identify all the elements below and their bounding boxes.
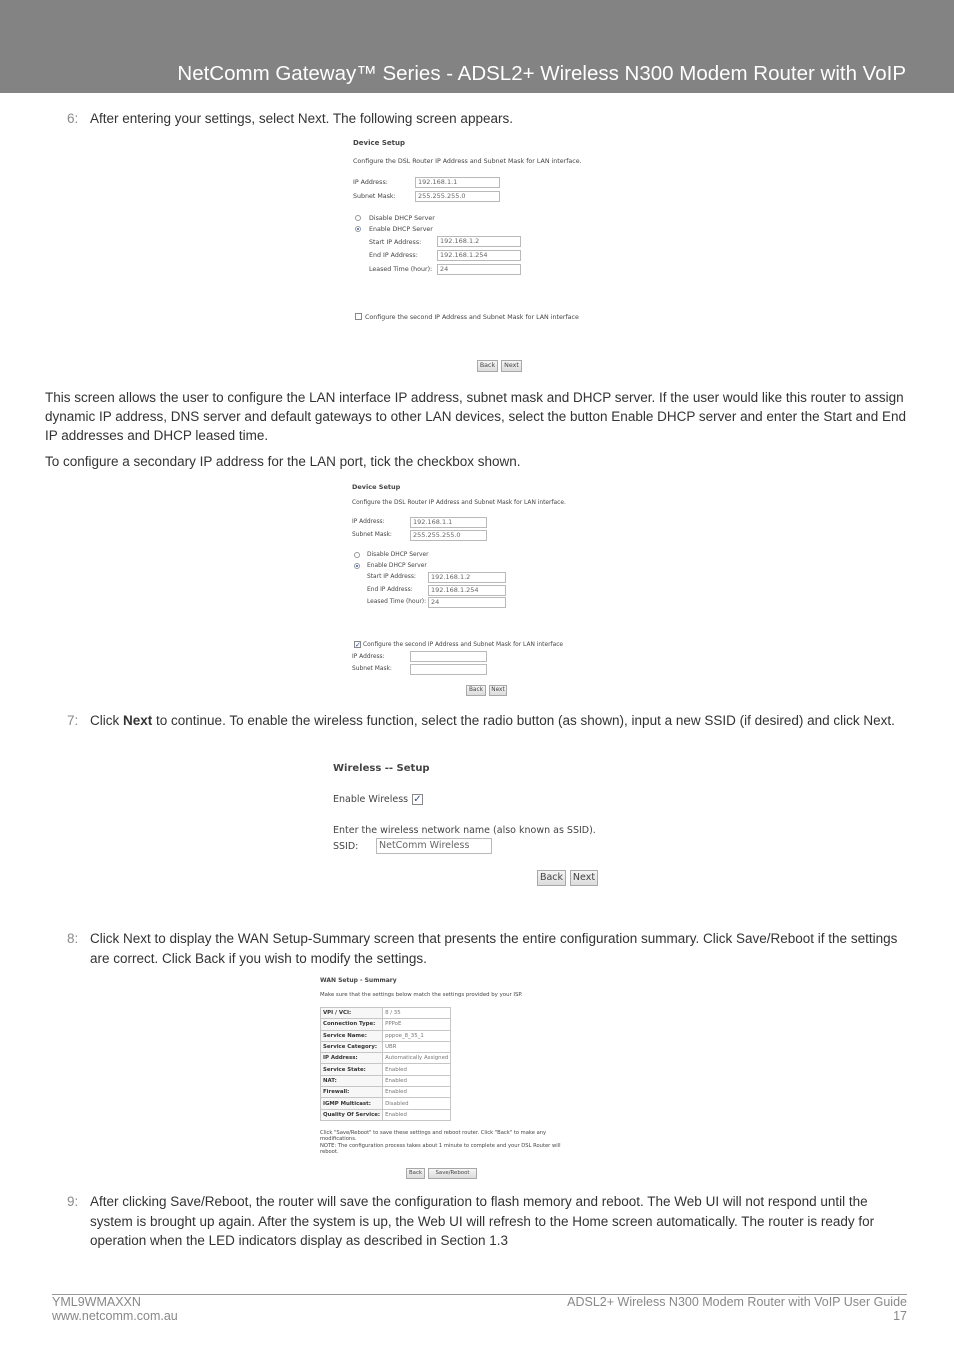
summary-value: Automatically Assigned [383,1053,451,1064]
start-ip-label: Start IP Address: [369,239,422,246]
enable-wireless-label: Enable Wireless [333,794,409,805]
summary-key: VPI / VCI: [321,1008,383,1019]
wan-summary-desc: Make sure that the settings below match the settings provided by your ISP. [320,992,523,998]
table-row [321,1087,451,1098]
summary-key: Quality Of Service: [321,1109,383,1120]
summary-value: Enabled [383,1087,451,1098]
second-subnet-mask-field[interactable] [410,664,487,675]
table-row [321,1008,451,1019]
summary-value: pppoe_8_35_1 [383,1030,451,1041]
table-row [321,1075,451,1086]
secondary-ip-paragraph: To configure a secondary IP address for the LAN port, tick the checkbox shown. [45,454,521,469]
next-button[interactable]: Next [489,685,507,696]
ssid-prompt: Enter the wireless network name (also known as SSID). [333,825,596,836]
summary-value: Enabled [383,1064,451,1075]
subnet-mask-label: Subnet Mask: [353,193,396,200]
step-9 [67,1192,907,1251]
ssid-field[interactable]: NetComm Wireless [376,838,492,854]
summary-key: NAT: [321,1075,383,1086]
lan-description-paragraph: This screen allows the user to configure the LAN interface IP address, subnet mask and DHCP server. If the user would like this router to assign dynamic IP address, DNS server and default gateways to other LAN devices, select the button Enable DHCP server and enter the Start and End IP addresses and DHCP leased time. [45,390,906,443]
summary-value: Enabled [383,1075,451,1086]
lease-time-label: Leased Time (hour): [367,599,427,605]
device-setup-desc: Configure the DSL Router IP Address and Subnet Mask for LAN interface. [352,500,566,506]
table-row [321,1019,451,1030]
lease-time-label: Leased Time (hour): [369,266,433,273]
ip-address-field[interactable]: 192.168.1.1 [415,177,500,188]
summary-value: 8 / 35 [383,1008,451,1019]
enable-dhcp-label: Enable DHCP Server [369,226,433,233]
device-setup-screenshot-1 [353,139,613,375]
summary-key: IGMP Multicast: [321,1098,383,1109]
wireless-setup-title: Wireless -- Setup [333,763,430,774]
ssid-label: SSID: [333,841,359,852]
lease-time-field[interactable]: 24 [437,264,521,275]
footer-guide-title: ADSL2+ Wireless N300 Modem Router with VoIP User Guide [567,1295,907,1309]
second-ip-checkbox[interactable]: ✓ [355,641,361,649]
start-ip-field[interactable]: 192.168.1.2 [428,572,506,583]
end-ip-label: End IP Address: [369,252,418,259]
footer-page-number: 17 [893,1309,907,1323]
table-row [321,1098,451,1109]
step-number: 9: [67,1194,79,1209]
disable-dhcp-label: Disable DHCP Server [369,215,435,222]
subnet-mask-field[interactable]: 255.255.255.0 [410,530,487,541]
summary-value: Enabled [383,1109,451,1120]
disable-dhcp-label: Disable DHCP Server [367,552,429,558]
wan-summary-table [320,1007,451,1121]
table-row [321,1109,451,1120]
back-button[interactable]: Back [406,1168,425,1179]
start-ip-label: Start IP Address: [367,574,416,580]
ip-address-label: IP Address: [352,519,385,525]
back-button[interactable]: Back [466,685,486,696]
subnet-mask-field[interactable]: 255.255.255.0 [415,191,500,202]
device-setup-title: Device Setup [353,139,405,147]
start-ip-field[interactable]: 192.168.1.2 [437,236,521,247]
second-ip-label: Configure the second IP Address and Subnet Mask for LAN interface [363,642,564,648]
table-row [321,1030,451,1041]
end-ip-field[interactable]: 192.168.1.254 [437,250,521,261]
back-button[interactable]: Back [477,360,498,372]
next-button[interactable]: Next [570,870,598,886]
end-ip-field[interactable]: 192.168.1.254 [428,585,506,596]
second-ip-label: Configure the second IP Address and Subnet Mask for LAN interface [365,314,579,321]
step-text-part: Click [90,713,123,728]
disable-dhcp-radio[interactable] [355,215,361,221]
footer-url: www.netcomm.com.au [52,1309,178,1323]
table-row [321,1041,451,1052]
end-ip-label: End IP Address: [367,587,413,593]
enable-dhcp-radio[interactable] [355,226,361,232]
ip-address-label: IP Address: [353,179,388,186]
second-subnet-mask-label: Subnet Mask: [352,666,392,672]
step-number: 7: [67,713,79,728]
second-ip-address-field[interactable] [410,651,487,662]
summary-key: IP Address: [321,1053,383,1064]
step-text: After entering your settings, select Next. The following screen appears. [90,111,513,126]
summary-key: Service Category: [321,1041,383,1052]
summary-key: Service Name: [321,1030,383,1041]
device-setup-title: Device Setup [352,483,401,491]
footer-code: YML9WMAXXN [52,1295,141,1309]
summary-key: Connection Type: [321,1019,383,1030]
wireless-setup-screenshot [333,762,603,892]
step-text [90,711,907,731]
lease-time-field[interactable]: 24 [428,597,506,608]
subnet-mask-label: Subnet Mask: [352,532,392,538]
summary-value: UBR [383,1041,451,1052]
summary-key: Firewall: [321,1087,383,1098]
enable-dhcp-label: Enable DHCP Server [367,563,427,569]
disable-dhcp-radio[interactable] [354,552,360,558]
step-text: Click Next to display the WAN Setup-Summary screen that presents the entire configuration summary. Click Save/Reboot if the settings are correct. Click Back if you wish to modify the settings. [90,931,898,966]
step-number: 6: [67,111,79,126]
enable-wireless-checkbox[interactable]: ✓ [413,794,422,805]
second-ip-address-label: IP Address: [352,654,385,660]
step-7 [67,711,907,731]
step-6 [67,109,907,129]
ip-address-field[interactable]: 192.168.1.1 [410,517,487,528]
device-setup-screenshot-2 [352,483,592,697]
device-setup-desc: Configure the DSL Router IP Address and Subnet Mask for LAN interface. [353,158,582,165]
wan-summary-title: WAN Setup - Summary [320,977,397,984]
step-text: After clicking Save/Reboot, the router will save the configuration to flash memory and reboot. The Web UI will not respond until the system is brought up again. After the system is up, the Web UI will refresh to the Home screen automatically. The router is ready for operation when the LED indicators display as described in Section 1.3 [90,1194,875,1248]
enable-dhcp-radio[interactable] [354,563,360,569]
page-header-title: NetComm Gateway™ Series - ADSL2+ Wireless N300 Modem Router with VoIP [177,62,906,85]
wan-summary-screenshot [320,976,570,1181]
step-text-part: to continue. To enable the wireless function, select the radio button (as shown), input a new SSID (if desired) and click Next. [152,713,895,728]
save-reboot-button[interactable]: Save/Reboot [428,1168,477,1179]
step-text-bold: Next [123,713,153,728]
next-button[interactable]: Next [501,360,522,372]
second-ip-checkbox[interactable] [355,313,362,320]
step-8 [67,929,907,968]
save-reboot-note: Click "Save/Reboot" to save these settings and reboot router. Click "Back" to make any modifications. [320,1130,547,1143]
summary-value: Disabled [383,1098,451,1109]
summary-value: PPPoE [383,1019,451,1030]
back-button[interactable]: Back [537,870,566,886]
table-row [321,1064,451,1075]
table-row [321,1053,451,1064]
step-number: 8: [67,931,79,946]
summary-key: Service State: [321,1064,383,1075]
config-note: NOTE: The configuration process takes about 1 minute to complete and your DSL Router will reboot. [320,1143,561,1156]
